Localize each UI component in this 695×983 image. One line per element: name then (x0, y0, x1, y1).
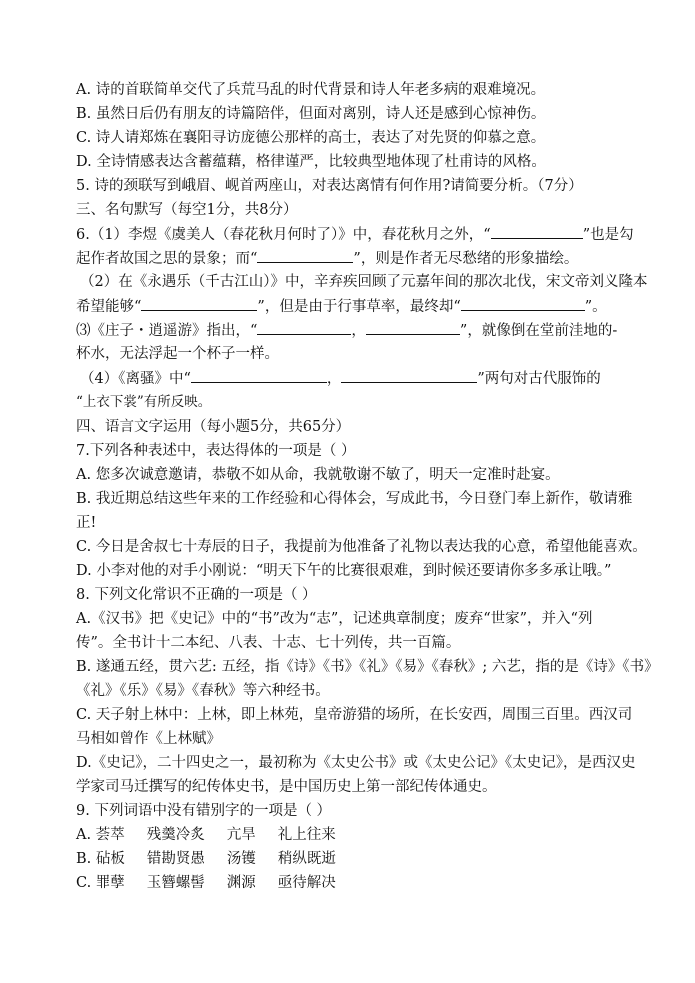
q6-part1-line2: 起作者故国之思的景象；而“ ”，则是作者无尽愁绪的形象描绘。 (76, 247, 636, 270)
q6-part3-line2: 杯水，无法浮起一个杯子一样。 (76, 346, 279, 362)
q8-option-b-line2: 《礼》《乐》《易》《春秋》等六种经书。 (76, 683, 330, 699)
answer-blank[interactable] (366, 319, 460, 335)
q7-option-b-line2: 正! (76, 515, 97, 531)
q8-option-a-line2: 传”。全书计十二本纪、八表、十志、七十列传，共一百篇。 (76, 635, 461, 651)
q9-stem: 9. 下列词语中没有错别字的一项是（ ） (76, 803, 332, 819)
q8-option-c-line1: C. 天子射上林中：上林，即上林苑，皇帝游猎的场所，在长安西，周围三百里。西汉司 (76, 707, 633, 723)
q6-part2-line1: （2）在《永遇乐（千古江山）》中，辛弃疾回顾了元嘉年间的那次北伐，宋文帝刘义隆本 (80, 274, 648, 290)
q9-option-c: C. 罪孽 玉簪螺髻 渊源 亟待解决 (76, 875, 336, 891)
answer-blank[interactable] (257, 319, 351, 335)
q8-option-a-line1: A.《汉书》把《史记》中的“书”改为“志”，记述典章制度；废弃“世家”，并入“列 (76, 611, 593, 627)
q9-option-a: A. 荟萃 残羹冷炙 亢旱 礼上往来 (76, 827, 336, 843)
q9-option-b: B. 砧板 错勘贤愚 汤镬 稍纵既逝 (76, 851, 336, 867)
q7-stem: 7.下列各种表述中，表达得体的一项是（ ） (76, 443, 356, 459)
q6-part3-line1: ⑶《庄子・逍遥游》指出，“ ， ”，就像倒在堂前洼地的- (76, 319, 636, 342)
section-3-title: 三、名句默写（每空1分，共8分） (76, 202, 298, 218)
q7-option-a: A. 您多次诚意邀请，恭敬不如从命，我就敬谢不敏了，明天一定准时赴宴。 (76, 467, 560, 483)
q7-option-b-line1: B. 我近期总结这些年来的工作经验和心得体会，写成此书，今日登门奉上新作，敬请雅 (76, 491, 633, 507)
q6-part1-line1: 6.（1）李煜《虞美人（春花秋月何时了）》中，春花秋月之外，“ ”也是勾 (76, 223, 636, 246)
section-4-title: 四、语言文字运用（每小题5分，共65分） (76, 419, 351, 435)
q8-option-c-line2: 马相如曾作《上林赋》 (76, 731, 221, 747)
answer-blank[interactable] (141, 295, 257, 311)
q6-part4-line2: “上衣下裳”有所反映。 (76, 394, 212, 410)
question-5: 5. 诗的颈联写到峨眉、岘首两座山，对表达离情有何作用?请简要分析。（7分） (76, 178, 583, 194)
q7-option-d: D. 小李对他的对手小刚说：“明天下午的比赛很艰难，到时候还要请你多多承让哦。” (76, 563, 612, 579)
q6-part4-line1: （4）《离骚》中“ ， ”两句对古代服饰的 (80, 367, 640, 390)
answer-blank[interactable] (257, 247, 353, 263)
q4-option-c: C. 诗人请郑炼在襄阳寻访庞德公那样的高士，表达了对先贤的仰慕之意。 (76, 130, 546, 146)
answer-blank[interactable] (491, 223, 583, 239)
q7-option-c: C. 今日是舍叔七十寿辰的日子，我提前为他准备了礼物以表达我的心意，希望他能喜欢。 (76, 539, 647, 555)
q8-stem: 8. 下列文化常识不正确的一项是（ ） (76, 587, 317, 603)
q4-option-b: B. 虽然日后仍有朋友的诗篇陪伴，但面对离别，诗人还是感到心惊神伤。 (76, 106, 546, 122)
answer-blank[interactable] (461, 295, 585, 311)
q4-option-d: D. 全诗情感表达含蓄蕴藉，格律谨严，比较典型地体现了杜甫诗的风格。 (76, 154, 546, 170)
q4-option-a: A. 诗的首联简单交代了兵荒马乱的时代背景和诗人年老多病的艰难境况。 (76, 82, 546, 98)
q8-option-b-line1: B. 遂通五经，贯六艺: 五经，指《诗》《书》《礼》《易》《春秋》; 六艺，指的是《诗》《书》 (76, 659, 659, 675)
q8-option-d-line2: 学家司马迁撰写的纪传体史书，是中国历史上第一部纪传体通史。 (76, 779, 497, 795)
answer-blank[interactable] (341, 367, 477, 383)
answer-blank[interactable] (191, 367, 327, 383)
q8-option-d-line1: D.《史记》，二十四史之一，最初称为《太史公书》或《太史公记》《太史记》，是西汉史 (76, 755, 636, 771)
q6-part2-line2: 希望能够“ ”，但是由于行事草率，最终却“ ”。 (76, 295, 636, 318)
